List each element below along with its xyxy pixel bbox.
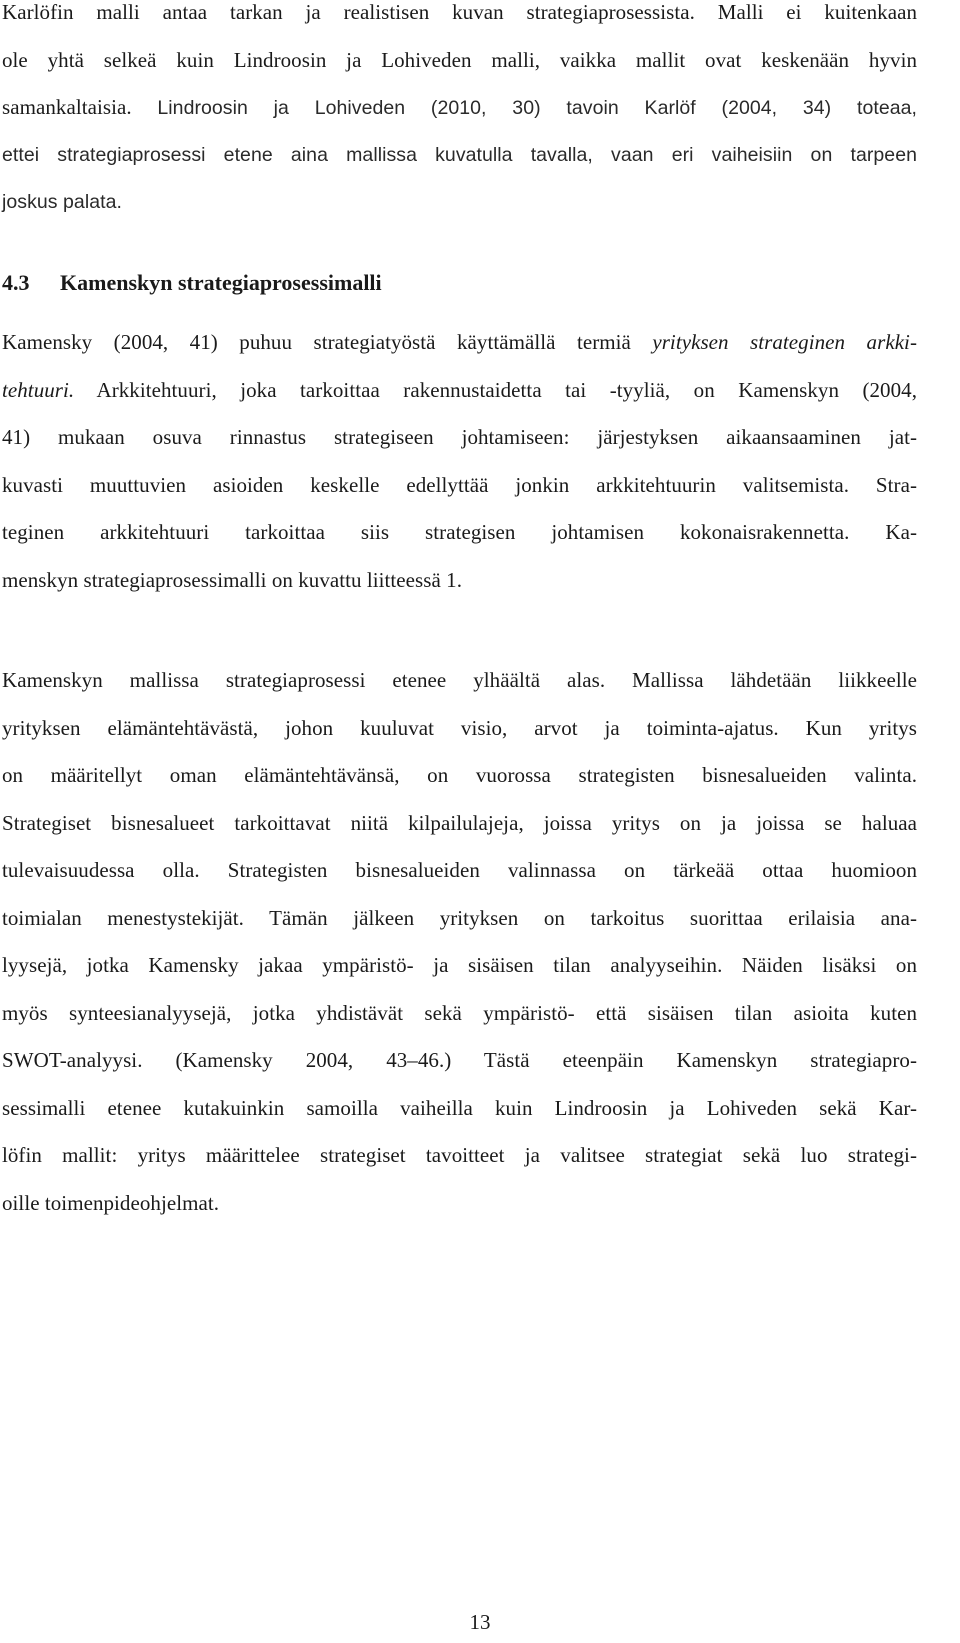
paragraph-line: [2, 84, 917, 132]
paragraph-line: 41) mukaan osuva rinnastus strategiseen johtamiseen: järjestyksen aikaansaaminen jat-: [2, 425, 917, 449]
paragraph-line: [2, 367, 917, 415]
paragraph-line: SWOT-analyysi. (Kamensky 2004, 43–46.) Tästä eteenpäin Kamenskyn strategiapro-: [2, 1048, 917, 1072]
paragraph-line: teginen arkkitehtuuri tarkoittaa siis strategisen johtamisen kokonaisrakennetta. Ka-: [2, 520, 917, 544]
paragraph-line: joskus palata.: [2, 191, 122, 213]
paragraph-line-sans-part: Lindroosin ja Lohiveden (2010, 30) tavoin Karlöf (2004, 34) toteaa,: [131, 97, 917, 119]
paragraph-line: kuvasti muuttuvien asioiden keskelle edellyttää jonkin arkkitehtuurin valitsemista. Stra-: [2, 472, 917, 497]
paragraph-text: Arkkitehtuuri, joka tarkoittaa rakennustaidetta tai -tyyliä, on Kamenskyn (2004,: [74, 377, 917, 402]
paragraph-line: yrityksen elämäntehtävästä, johon kuuluvat visio, arvot ja toiminta-ajatus. Kun yritys: [2, 715, 917, 740]
italic-term: tehtuuri.: [2, 377, 75, 402]
paragraph-line: sessimalli etenee kutakuinkin samoilla vaiheilla kuin Lindroosin ja Lohiveden sekä Kar-: [2, 1095, 917, 1120]
section-title: Kamenskyn strategiaprosessimalli: [60, 270, 382, 295]
paragraph-line: [2, 319, 917, 367]
paragraph-line: Strategiset bisnesalueet tarkoittavat niitä kilpailulajeja, joissa yritys on ja joissa se haluaa: [2, 810, 917, 835]
section-number: 4.3: [2, 270, 30, 295]
paragraph-line: toimialan menestystekijät. Tämän jälkeen yrityksen on tarkoitus suorittaa erilaisia ana-: [2, 905, 917, 930]
section-heading: [2, 270, 382, 296]
paragraph-intro: [2, 0, 917, 227]
paragraph-line: lyysejä, jotka Kamensky jakaa ympäristö- ja sisäisen tilan analyyseihin. Näiden lisäksi on: [2, 953, 917, 977]
page-number: 13: [469, 1610, 491, 1634]
paragraph-line-serif-part: samankaltaisia.: [2, 95, 132, 119]
italic-term: yrityksen strateginen arkki-: [652, 330, 917, 354]
paragraph-line: Kamenskyn mallissa strategiaprosessi etenee ylhäältä alas. Mallissa lähdetään liikkeelle: [2, 668, 917, 692]
paragraph-kamensky: [2, 319, 917, 604]
paragraph-text: Kamensky (2004, 41) puhuu strategiatyöstä käyttämällä termiä: [2, 330, 653, 354]
paragraph-line: tulevaisuudessa olla. Strategisten bisnesalueiden valinnassa on tärkeää ottaa huomioon: [2, 858, 917, 882]
paragraph-line: Karlöfin malli antaa tarkan ja realistisen kuvan strategiaprosessista. Malli ei kuitenkaan: [2, 0, 917, 24]
paragraph-line: oille toimenpideohjelmat.: [2, 1190, 220, 1215]
paragraph-line: löfin mallit: yritys määrittelee strategiset tavoitteet ja valitsee strategiat sekä luo strategi-: [2, 1143, 917, 1167]
paragraph-line: ole yhtä selkeä kuin Lindroosin ja Lohiveden malli, vaikka mallit ovat keskenään hyvin: [2, 47, 917, 72]
paragraph-line: on määritellyt oman elämäntehtävänsä, on vuorossa strategisten bisnesalueiden valinta.: [2, 763, 917, 787]
paragraph-line: ettei strategiaprosessi etene aina mallissa kuvatulla tavalla, vaan eri vaiheisiin on tarpeen: [2, 143, 917, 166]
paragraph-line: menskyn strategiaprosessimalli on kuvattu liitteessä 1.: [2, 567, 463, 592]
paragraph-line: myös synteesianalyysejä, jotka yhdistävät sekä ympäristö- että sisäisen tilan asioita kuten: [2, 1000, 917, 1025]
paragraph-model: [2, 657, 917, 1227]
